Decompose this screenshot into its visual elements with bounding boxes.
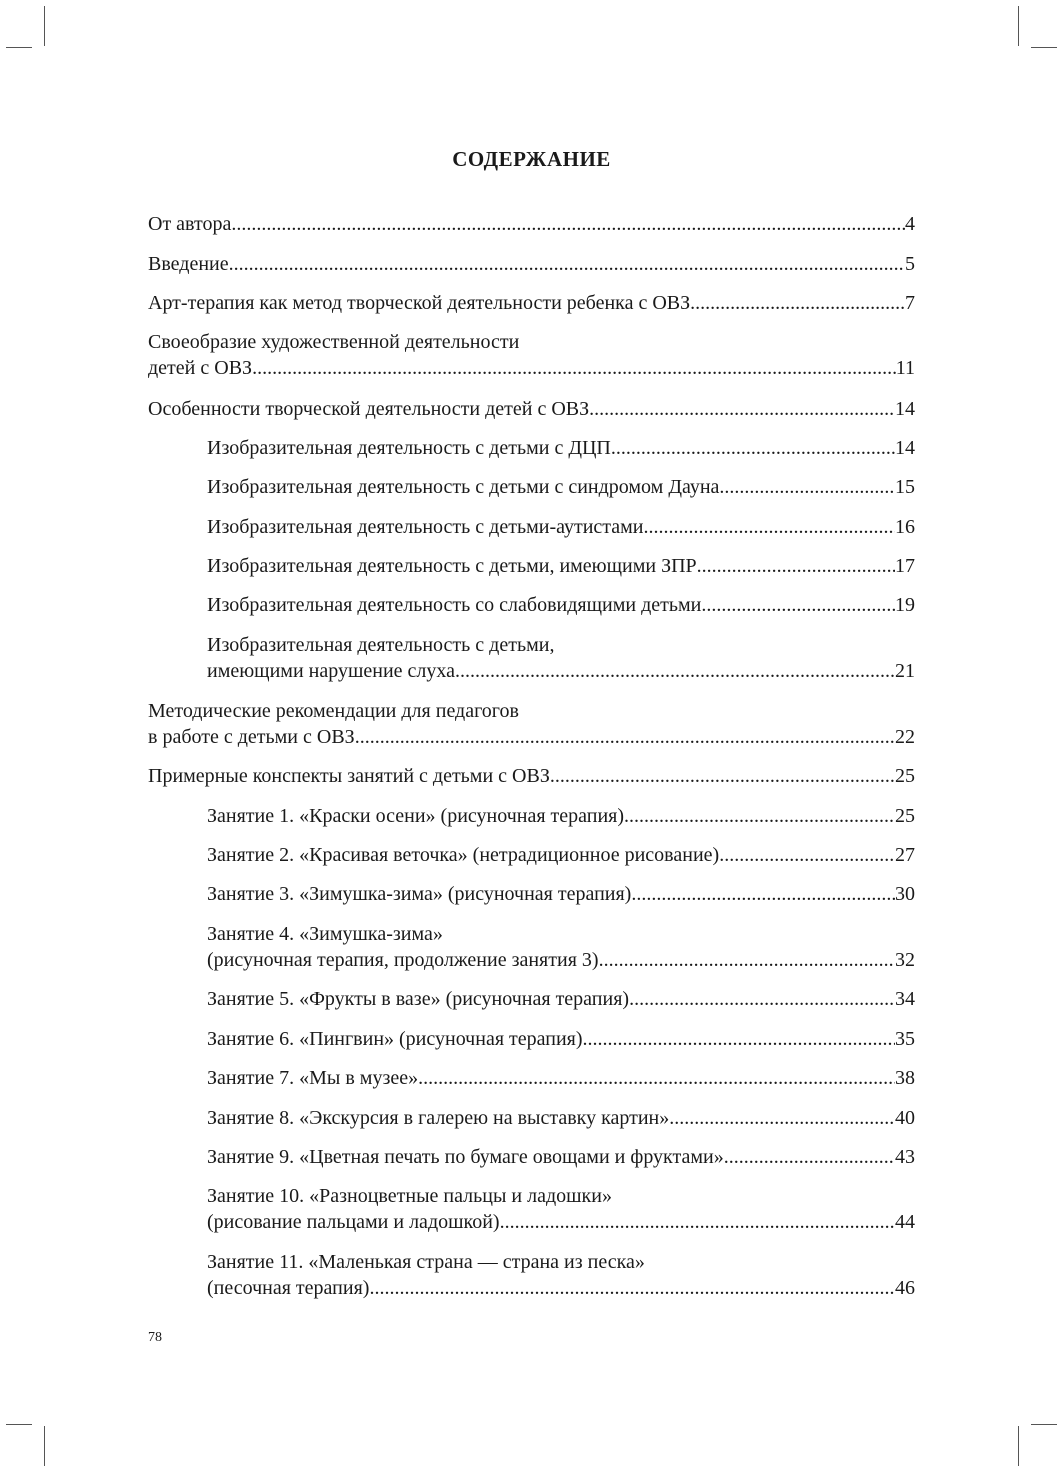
page-title: СОДЕРЖАНИЕ — [452, 147, 611, 171]
toc-entry-title: Занятие 1. «Краски осени» (рисуночная терапия) — [207, 805, 625, 827]
toc-entry-page: 25 — [895, 805, 915, 827]
toc-entry-title: Занятие 8. «Экскурсия в галерею на выставку картин» — [207, 1107, 670, 1129]
toc-entry[interactable] — [148, 251, 915, 277]
toc-entry-title: Арт-терапия как метод творческой деятельности ребенка с ОВЗ — [148, 292, 691, 314]
toc-entry-page: 25 — [895, 765, 915, 787]
toc-entry-page: 15 — [895, 476, 915, 498]
toc-entry-page: 19 — [895, 594, 915, 616]
toc-subentry[interactable] — [207, 1144, 915, 1170]
dot-leader — [701, 592, 895, 618]
toc-entry-page: 7 — [905, 292, 915, 314]
toc-entry-page: 27 — [895, 844, 915, 866]
toc-entry-title: в работе с детьми с ОВЗ — [148, 726, 355, 748]
toc-entry-title: Примерные конспекты занятий с детьми с ОВЗ — [148, 765, 550, 787]
toc-entry[interactable] — [148, 329, 915, 381]
page-number: 78 — [148, 1330, 162, 1345]
toc-entry-title-line1: Изобразительная деятельность с детьми, — [207, 634, 555, 656]
toc-subentry[interactable] — [207, 1183, 915, 1235]
dot-leader — [724, 1144, 895, 1170]
toc-subentry[interactable] — [207, 803, 915, 829]
toc-subentry[interactable] — [207, 1249, 915, 1301]
toc-subentry[interactable] — [207, 474, 915, 500]
toc-entry-page: 17 — [895, 555, 915, 577]
dot-leader — [599, 947, 895, 973]
dot-leader — [231, 211, 905, 237]
toc-entry-title: Занятие 6. «Пингвин» (рисуночная терапия) — [207, 1028, 583, 1050]
toc-entry-page: 43 — [895, 1146, 915, 1168]
toc-entry-title: имеющими нарушение слуха — [207, 660, 455, 682]
toc-entry-page: 22 — [895, 726, 915, 748]
dot-leader — [589, 396, 895, 422]
toc-entry-title-line1: Своеобразие художественной деятельности — [148, 331, 520, 353]
toc-entry-title: (песочная терапия) — [207, 1277, 370, 1299]
dot-leader — [669, 1105, 895, 1131]
toc-entry-page: 34 — [895, 988, 915, 1010]
crop-mark — [1031, 1424, 1057, 1425]
toc-entry-title: (рисуночная терапия, продолжение занятия 3) — [207, 949, 599, 971]
toc-entry[interactable] — [148, 211, 915, 237]
toc-entry-title-line1: Занятие 11. «Маленькая страна — страна из песка» — [207, 1251, 645, 1273]
dot-leader — [629, 986, 895, 1012]
crop-mark — [1018, 6, 1019, 46]
toc-entry-page: 4 — [905, 213, 915, 235]
crop-mark — [6, 47, 32, 48]
toc-entry[interactable] — [148, 290, 915, 316]
toc-entry-page: 35 — [895, 1028, 915, 1050]
dot-leader — [644, 514, 895, 540]
crop-mark — [44, 6, 45, 46]
dot-leader — [624, 803, 895, 829]
toc-subentry[interactable] — [207, 1105, 915, 1131]
toc-entry-page: 32 — [895, 949, 915, 971]
toc-entry-page: 44 — [895, 1211, 915, 1233]
toc-entry[interactable] — [148, 396, 915, 422]
toc-entry-title-line1: Занятие 4. «Зимушка-зима» — [207, 923, 443, 945]
toc-subentry[interactable] — [207, 921, 915, 973]
dot-leader — [369, 1275, 895, 1301]
toc-entry-title: детей с ОВЗ — [148, 357, 253, 379]
dot-leader — [583, 1026, 895, 1052]
dot-leader — [697, 553, 895, 579]
toc-entry-title: Занятие 5. «Фрукты в вазе» (рисуночная терапия) — [207, 988, 630, 1010]
toc-subentry[interactable] — [207, 1026, 915, 1052]
toc-entry-title-line1: Методические рекомендации для педагогов — [148, 700, 519, 722]
toc-entry-title: От автора — [148, 213, 232, 235]
toc-subentry[interactable] — [207, 514, 915, 540]
toc-entry-title: Занятие 9. «Цветная печать по бумаге овощами и фруктами» — [207, 1146, 724, 1168]
toc-entry-page: 46 — [895, 1277, 915, 1299]
dot-leader — [611, 435, 895, 461]
toc-entry-title: Занятие 3. «Зимушка-зима» (рисуночная терапия) — [207, 883, 632, 905]
toc-entry-page: 11 — [895, 357, 915, 379]
crop-mark — [6, 1424, 32, 1425]
toc-entry-page: 14 — [895, 398, 915, 420]
toc-entry-page: 40 — [895, 1107, 915, 1129]
dot-leader — [500, 1209, 895, 1235]
dot-leader — [550, 763, 895, 789]
toc-entry[interactable] — [148, 698, 915, 750]
toc-entry-page: 14 — [895, 437, 915, 459]
toc-subentry[interactable] — [207, 592, 915, 618]
toc-entry-title: Занятие 7. «Мы в музее» — [207, 1067, 419, 1089]
toc-entry-page: 21 — [895, 660, 915, 682]
toc-entry-page: 38 — [895, 1067, 915, 1089]
dot-leader — [455, 658, 895, 684]
toc-entry-title: Изобразительная деятельность с детьми с ДЦП — [207, 437, 611, 459]
toc-entry-title-line1: Занятие 10. «Разноцветные пальцы и ладошки» — [207, 1185, 612, 1207]
toc-entry-title: Изобразительная деятельность с детьми-аутистами — [207, 516, 644, 538]
toc-entry-page: 16 — [895, 516, 915, 538]
toc-entry-title: Изобразительная деятельность со слабовидящими детьми — [207, 594, 702, 616]
crop-mark — [44, 1426, 45, 1466]
toc-entry-page: 30 — [895, 883, 915, 905]
dot-leader — [690, 290, 905, 316]
toc-entry-title: (рисование пальцами и ладошкой) — [207, 1211, 500, 1233]
toc-subentry[interactable] — [207, 553, 915, 579]
toc-entry-title: Введение — [148, 253, 229, 275]
toc-entry-page: 5 — [905, 253, 915, 275]
toc-entry-title: Занятие 2. «Красивая веточка» (нетрадиционное рисование) — [207, 844, 720, 866]
toc-subentry[interactable] — [207, 881, 915, 907]
crop-mark — [1031, 47, 1057, 48]
dot-leader — [719, 474, 895, 500]
toc-subentry[interactable] — [207, 632, 915, 684]
crop-mark — [1018, 1426, 1019, 1466]
dot-leader — [355, 724, 895, 750]
dot-leader — [631, 881, 895, 907]
toc-subentry[interactable] — [207, 1065, 915, 1091]
toc-entry-title: Изобразительная деятельность с детьми с синдромом Дауна — [207, 476, 720, 498]
dot-leader — [229, 251, 905, 277]
dot-leader — [719, 842, 895, 868]
dot-leader — [418, 1065, 895, 1091]
dot-leader — [252, 355, 896, 381]
toc-entry[interactable] — [148, 763, 915, 789]
toc-subentry[interactable] — [207, 842, 915, 868]
toc-subentry[interactable] — [207, 435, 915, 461]
toc-entry-title: Особенности творческой деятельности детей с ОВЗ — [148, 398, 590, 420]
toc-subentry[interactable] — [207, 986, 915, 1012]
toc-entry-title: Изобразительная деятельность с детьми, имеющими ЗПР — [207, 555, 697, 577]
